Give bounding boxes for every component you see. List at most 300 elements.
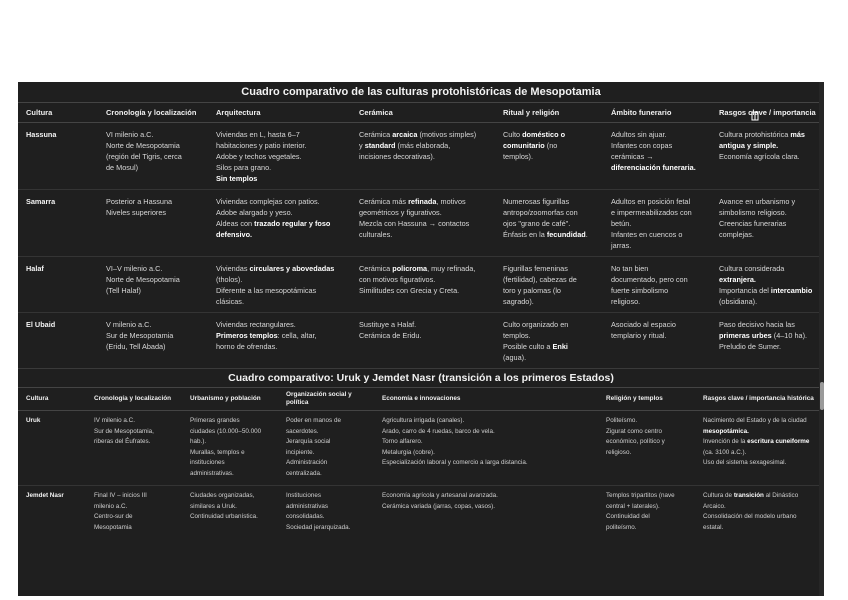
cell-line <box>94 491 178 502</box>
table-cell <box>695 486 824 540</box>
table-cell <box>495 257 603 313</box>
bold-text: doméstico o <box>522 130 566 139</box>
text: Paso decisivo hacia las <box>719 320 795 329</box>
cell-line <box>606 502 691 513</box>
bold-text: transición <box>733 492 764 499</box>
cell-line <box>94 416 178 427</box>
text: Arcaico. <box>703 502 726 510</box>
cell-line <box>190 502 274 513</box>
text: geométricos y figurativos. <box>359 208 442 217</box>
text: Avance en urbanismo y <box>719 197 796 206</box>
text: Norte de Mesopotamia <box>106 141 180 150</box>
text: Torno alfarero. <box>382 438 423 445</box>
cell-line <box>359 263 491 274</box>
table-cell <box>182 486 278 540</box>
cell-line <box>606 437 691 448</box>
cell-line <box>106 129 204 140</box>
text: Especialización laboral y comercio a larga distancia. <box>382 459 528 466</box>
cell-line <box>719 196 820 207</box>
cell-line <box>703 502 820 513</box>
text: (ca. 3100 a.C.). <box>703 448 747 456</box>
cell-line <box>503 319 599 330</box>
cell-line <box>216 129 347 140</box>
cell-line <box>216 263 347 274</box>
cell-line <box>94 512 178 523</box>
cell-line <box>611 296 707 307</box>
cell-line <box>611 330 707 341</box>
text: Aldeas con <box>216 219 255 228</box>
text: Poder en manos de <box>286 417 341 424</box>
table2 <box>18 387 824 539</box>
table-cell <box>98 123 208 190</box>
bold-text: circulares y abovedadas <box>249 264 335 273</box>
text: complejas. <box>719 230 754 239</box>
cell-line <box>719 341 820 352</box>
cell-line <box>359 151 491 162</box>
cell-line <box>503 296 599 307</box>
text: Uso del sistema sexagesimal. <box>703 459 787 466</box>
cell-line <box>359 330 491 341</box>
text: jarras. <box>611 241 632 250</box>
bold-text: refinada <box>408 197 437 206</box>
text: habitaciones y patio interior. <box>216 141 307 150</box>
column-header-cultura: Cultura <box>18 103 98 123</box>
cell-line <box>286 448 370 459</box>
cell-line <box>719 218 820 229</box>
bold-text: antigua y simple. <box>719 141 779 150</box>
culture-name: Uruk <box>18 411 86 486</box>
text: (motivos simples) <box>417 130 477 139</box>
table-cell <box>695 411 824 486</box>
table-cell <box>711 257 824 313</box>
text: Mesopotamia <box>94 523 132 531</box>
cell-line <box>382 502 594 513</box>
cell-line <box>359 274 491 285</box>
cell-line <box>94 437 178 448</box>
cell-line <box>503 263 599 274</box>
text: . <box>585 230 588 239</box>
text: Templos tripartitos (nave <box>606 492 675 499</box>
text: ojos "grano de café". <box>503 219 571 228</box>
text: Ciudades organizadas, <box>190 492 255 499</box>
cell-line <box>216 218 347 229</box>
text: , motivos <box>436 197 466 206</box>
text: VI–V milenio a.C. <box>106 264 163 273</box>
cell-line <box>106 330 204 341</box>
text: incipiente. <box>286 448 315 456</box>
cell-line <box>382 458 594 469</box>
text: Posterior a Hassuna <box>106 197 173 206</box>
text: milenio a.C. <box>94 502 128 510</box>
table-cell <box>182 411 278 486</box>
cell-line <box>382 416 594 427</box>
table-cell <box>495 123 603 190</box>
text: central + laterales). <box>606 502 660 510</box>
table-cell <box>208 190 351 257</box>
culture-name: El Ubaid <box>18 313 98 369</box>
cell-line <box>359 218 491 229</box>
cell-line <box>503 352 599 363</box>
column-header-ambito-funerario: Ámbito funerario <box>603 103 711 123</box>
text: Sustituye a Halaf. <box>359 320 417 329</box>
text: templario y ritual. <box>611 331 667 340</box>
text: (más elaborada, <box>395 141 451 150</box>
cell-line <box>719 296 820 307</box>
text: Centro-sur de <box>94 513 133 520</box>
cell-line <box>606 448 691 459</box>
column-header-organizacion-social-y-politica: Organización social y política <box>278 388 374 411</box>
cell-line <box>611 319 707 330</box>
column-header-cultura: Cultura <box>18 388 86 411</box>
table-cell <box>598 411 695 486</box>
text: (región del Tigris, cerca <box>106 152 182 161</box>
text: Agricultura irrigada (canales). <box>382 417 465 424</box>
table-cell <box>603 123 711 190</box>
cell-line <box>190 448 274 459</box>
cell-line <box>606 491 691 502</box>
cell-line <box>216 319 347 330</box>
text: instituciones <box>190 459 225 466</box>
text: clásicas. <box>216 297 244 306</box>
cell-line <box>216 330 347 341</box>
text: Viviendas <box>216 264 250 273</box>
cell-line <box>94 427 178 438</box>
cell-line <box>606 523 691 534</box>
cell-line <box>719 274 820 285</box>
cell-line <box>503 207 599 218</box>
bold-text: comunitario <box>503 141 545 150</box>
text: V milenio a.C. <box>106 320 152 329</box>
cell-line <box>190 416 274 427</box>
table-cell <box>98 313 208 369</box>
text-cursor-icon <box>750 111 760 121</box>
table2-title: Cuadro comparativo: Uruk y Jemdet Nasr (transición a los primeros Estados) <box>18 368 824 387</box>
cell-line <box>190 512 274 523</box>
cell-line <box>503 229 599 240</box>
text: de Mosul) <box>106 163 139 172</box>
text: simbolismo religioso. <box>719 208 787 217</box>
bold-text: más <box>790 130 805 139</box>
text: cerámicas → <box>611 152 654 161</box>
text: consolidadas. <box>286 513 325 520</box>
cell-line <box>382 448 594 459</box>
cell-line <box>94 502 178 513</box>
cell-line <box>216 207 347 218</box>
text: y <box>359 141 365 150</box>
cell-line <box>703 448 820 459</box>
text: Viviendas complejas con patios. <box>216 197 320 206</box>
text: Infantes en cuencos o <box>611 230 683 239</box>
text: centralizada. <box>286 469 322 477</box>
table-cell <box>351 190 495 257</box>
cell-line <box>503 341 599 352</box>
text: politeísmo. <box>606 523 637 531</box>
cell-line <box>190 437 274 448</box>
cell-line <box>359 229 491 240</box>
text: Cerámica <box>359 130 393 139</box>
cell-line <box>606 427 691 438</box>
table-cell <box>208 257 351 313</box>
text: Consolidación del modelo urbano <box>703 513 797 520</box>
cell-line <box>94 523 178 534</box>
cell-line <box>611 151 707 162</box>
cell-line <box>703 416 820 427</box>
cell-line <box>503 196 599 207</box>
text: Cultura de <box>703 492 734 499</box>
scrollbar-track[interactable] <box>819 82 824 596</box>
text: incisiones decorativas). <box>359 152 435 161</box>
text: al Dinástico <box>763 492 799 499</box>
table-cell <box>98 257 208 313</box>
text: (Tell Halaf) <box>106 286 141 295</box>
text: Continuidad del <box>606 513 650 520</box>
cell-line <box>106 285 204 296</box>
text: Creencias funerarias <box>719 219 787 228</box>
cell-line <box>503 274 599 285</box>
text: betún. <box>611 219 632 228</box>
bold-text: policroma <box>392 264 428 273</box>
bold-text: arcaica <box>392 130 418 139</box>
text: templos). <box>503 152 534 161</box>
text: (agua). <box>503 353 527 362</box>
text: toro y palomas (lo <box>503 286 561 295</box>
table-cell <box>86 411 182 486</box>
text: Preludio de Sumer. <box>719 342 782 351</box>
cell-line <box>611 285 707 296</box>
scrollbar-thumb[interactable] <box>820 382 824 410</box>
table-cell <box>711 123 824 190</box>
text: Similitudes con Grecia y Creta. <box>359 286 460 295</box>
cell-line <box>106 263 204 274</box>
cell-line <box>703 458 820 469</box>
text: : cella, altar, <box>277 331 317 340</box>
text: templos. <box>503 331 531 340</box>
table-cell <box>278 486 374 540</box>
cell-line <box>106 162 204 173</box>
cell-line <box>611 240 707 251</box>
text: culturales. <box>359 230 393 239</box>
text: Cultura considerada <box>719 264 785 273</box>
cell-line <box>286 502 370 513</box>
cell-line <box>382 437 594 448</box>
text: Silos para grano. <box>216 163 272 172</box>
text: Murallas, templos e <box>190 448 245 456</box>
text: Politeísmo. <box>606 417 638 424</box>
text: (fertilidad), cabezas de <box>503 275 577 284</box>
text: ciudades (10.000–50.000 <box>190 427 262 435</box>
table-cell <box>711 313 824 369</box>
text: Adobe y techos vegetales. <box>216 152 302 161</box>
cell-line <box>359 129 491 140</box>
cell-line <box>106 196 204 207</box>
cell-line <box>703 523 820 534</box>
table-cell <box>351 123 495 190</box>
text: Nacimiento del Estado y de la ciudad <box>703 417 807 424</box>
text: Viviendas en L, hasta 6–7 <box>216 130 300 139</box>
cell-line <box>286 469 370 480</box>
text: sagrado). <box>503 297 534 306</box>
cell-line <box>703 491 820 502</box>
cell-line <box>190 458 274 469</box>
cell-line <box>359 207 491 218</box>
column-header-religion-y-templos: Religión y templos <box>598 388 695 411</box>
table-cell <box>374 411 598 486</box>
cell-line <box>503 140 599 151</box>
text: Zigurat como centro <box>606 427 662 435</box>
cell-line <box>719 285 820 296</box>
cell-line <box>719 207 820 218</box>
cell-line <box>606 416 691 427</box>
cell-line <box>503 129 599 140</box>
text: Viviendas rectangulares. <box>216 320 296 329</box>
text: económico, político y <box>606 438 665 445</box>
bold-text: standard <box>364 141 396 150</box>
cell-line <box>611 129 707 140</box>
table1-title: Cuadro comparativo de las culturas protohistóricas de Mesopotamia <box>241 86 601 98</box>
cell-line <box>719 319 820 330</box>
cell-line <box>359 196 491 207</box>
text: Sur de Mesopotamia, <box>94 427 154 435</box>
text: e impermeabilizados con <box>611 208 692 217</box>
text: Economía agrícola y artesanal avanzada. <box>382 492 498 499</box>
text: Economía agrícola clara. <box>719 152 800 161</box>
column-header-arquitectura: Arquitectura <box>208 103 351 123</box>
cell-line <box>611 162 707 173</box>
text: VI milenio a.C. <box>106 130 154 139</box>
text: antropo/zoomorfas con <box>503 208 578 217</box>
text: (no <box>544 141 558 150</box>
text: Asociado al espacio <box>611 320 676 329</box>
column-header-rasgos-clave-importancia-historica: Rasgos clave / importancia histórica <box>695 388 824 411</box>
text: similares a Uruk. <box>190 502 237 510</box>
bold-text: extranjera. <box>719 275 756 284</box>
cell-line <box>286 427 370 438</box>
cell-line <box>106 341 204 352</box>
column-header-cronologia-y-localizacion: Cronología y localización <box>86 388 182 411</box>
cell-line <box>190 469 274 480</box>
cell-line <box>359 285 491 296</box>
text: hab.). <box>190 438 207 445</box>
table-cell <box>711 190 824 257</box>
text: Cerámica <box>359 264 393 273</box>
cell-line <box>719 129 820 140</box>
cell-line <box>611 263 707 274</box>
cell-line <box>503 151 599 162</box>
table-cell <box>351 257 495 313</box>
text: Diferente a las mesopotámicas <box>216 286 317 295</box>
table-row-hassuna <box>18 123 824 190</box>
text: Norte de Mesopotamia <box>106 275 180 284</box>
text: (4–10 ha). <box>771 331 808 340</box>
table-cell <box>495 313 603 369</box>
document-panel <box>18 82 824 596</box>
table-cell <box>278 411 374 486</box>
culture-name: Samarra <box>18 190 98 257</box>
cell-line <box>216 296 347 307</box>
text: Infantes con copas <box>611 141 673 150</box>
cell-line <box>286 491 370 502</box>
text: , muy refinada, <box>427 264 476 273</box>
text: Culto organizado en <box>503 320 569 329</box>
cell-line <box>503 330 599 341</box>
column-header-urbanismo-y-poblacion: Urbanismo y población <box>182 388 278 411</box>
cell-line <box>286 458 370 469</box>
table-row-el-ubaid <box>18 313 824 369</box>
table-row-uruk <box>18 411 824 486</box>
text: Administración <box>286 459 328 466</box>
cell-line <box>503 285 599 296</box>
text: Continuidad urbanística. <box>190 513 258 520</box>
text: Invención de la <box>703 438 748 445</box>
text: Cerámica más <box>359 197 409 206</box>
table1 <box>18 102 824 368</box>
text: Cerámica variada (jarras, copas, vasos). <box>382 502 496 510</box>
text: Sur de Mesopotamia <box>106 331 174 340</box>
text: Cultura protohistórica <box>719 130 791 139</box>
column-header-rasgos-clave-importancia: Rasgos clave / importancia <box>711 103 824 123</box>
cell-line <box>190 427 274 438</box>
cell-line <box>703 427 820 438</box>
cell-line <box>286 523 370 534</box>
text: documentado, pero con <box>611 275 688 284</box>
cell-line <box>216 162 347 173</box>
cell-line <box>216 196 347 207</box>
cell-line <box>106 140 204 151</box>
table-row-samarra <box>18 190 824 257</box>
cell-line <box>106 207 204 218</box>
text: Culto <box>503 130 523 139</box>
text: riberas del Éufrates. <box>94 438 151 445</box>
cell-line <box>216 341 347 352</box>
culture-name: Halaf <box>18 257 98 313</box>
cell-line <box>719 229 820 240</box>
cell-line <box>611 207 707 218</box>
table-cell <box>495 190 603 257</box>
cell-line <box>286 416 370 427</box>
cell-line <box>606 512 691 523</box>
table-cell <box>603 190 711 257</box>
cell-line <box>216 140 347 151</box>
text: Importancia del <box>719 286 771 295</box>
column-header-economia-e-innovaciones: Economía e innovaciones <box>374 388 598 411</box>
text: (Eridu, Tell Abada) <box>106 342 166 351</box>
column-header-cronologia-y-localizacion: Cronología y localización <box>98 103 208 123</box>
cell-line <box>611 274 707 285</box>
cell-line <box>719 263 820 274</box>
text: religioso. <box>611 297 641 306</box>
cell-line <box>216 229 347 240</box>
cell-line <box>216 173 347 184</box>
table-cell <box>603 257 711 313</box>
text: Posible culto a <box>503 342 553 351</box>
cell-line <box>106 274 204 285</box>
bold-text: Enki <box>552 342 568 351</box>
bold-text: fecundidad <box>546 230 586 239</box>
cell-line <box>359 319 491 330</box>
text: Cerámica de Eridu. <box>359 331 422 340</box>
cell-line <box>719 151 820 162</box>
cell-line <box>611 196 707 207</box>
bold-text: diferenciación funeraria. <box>611 163 696 172</box>
table-cell <box>98 190 208 257</box>
cell-line <box>216 274 347 285</box>
table-row-jemdet-nasr <box>18 486 824 540</box>
text: Jerarquía social <box>286 438 331 445</box>
text: religioso. <box>606 448 632 456</box>
text: Figurillas femeninas <box>503 264 568 273</box>
text: administrativas <box>286 502 328 510</box>
text: No tan bien <box>611 264 649 273</box>
